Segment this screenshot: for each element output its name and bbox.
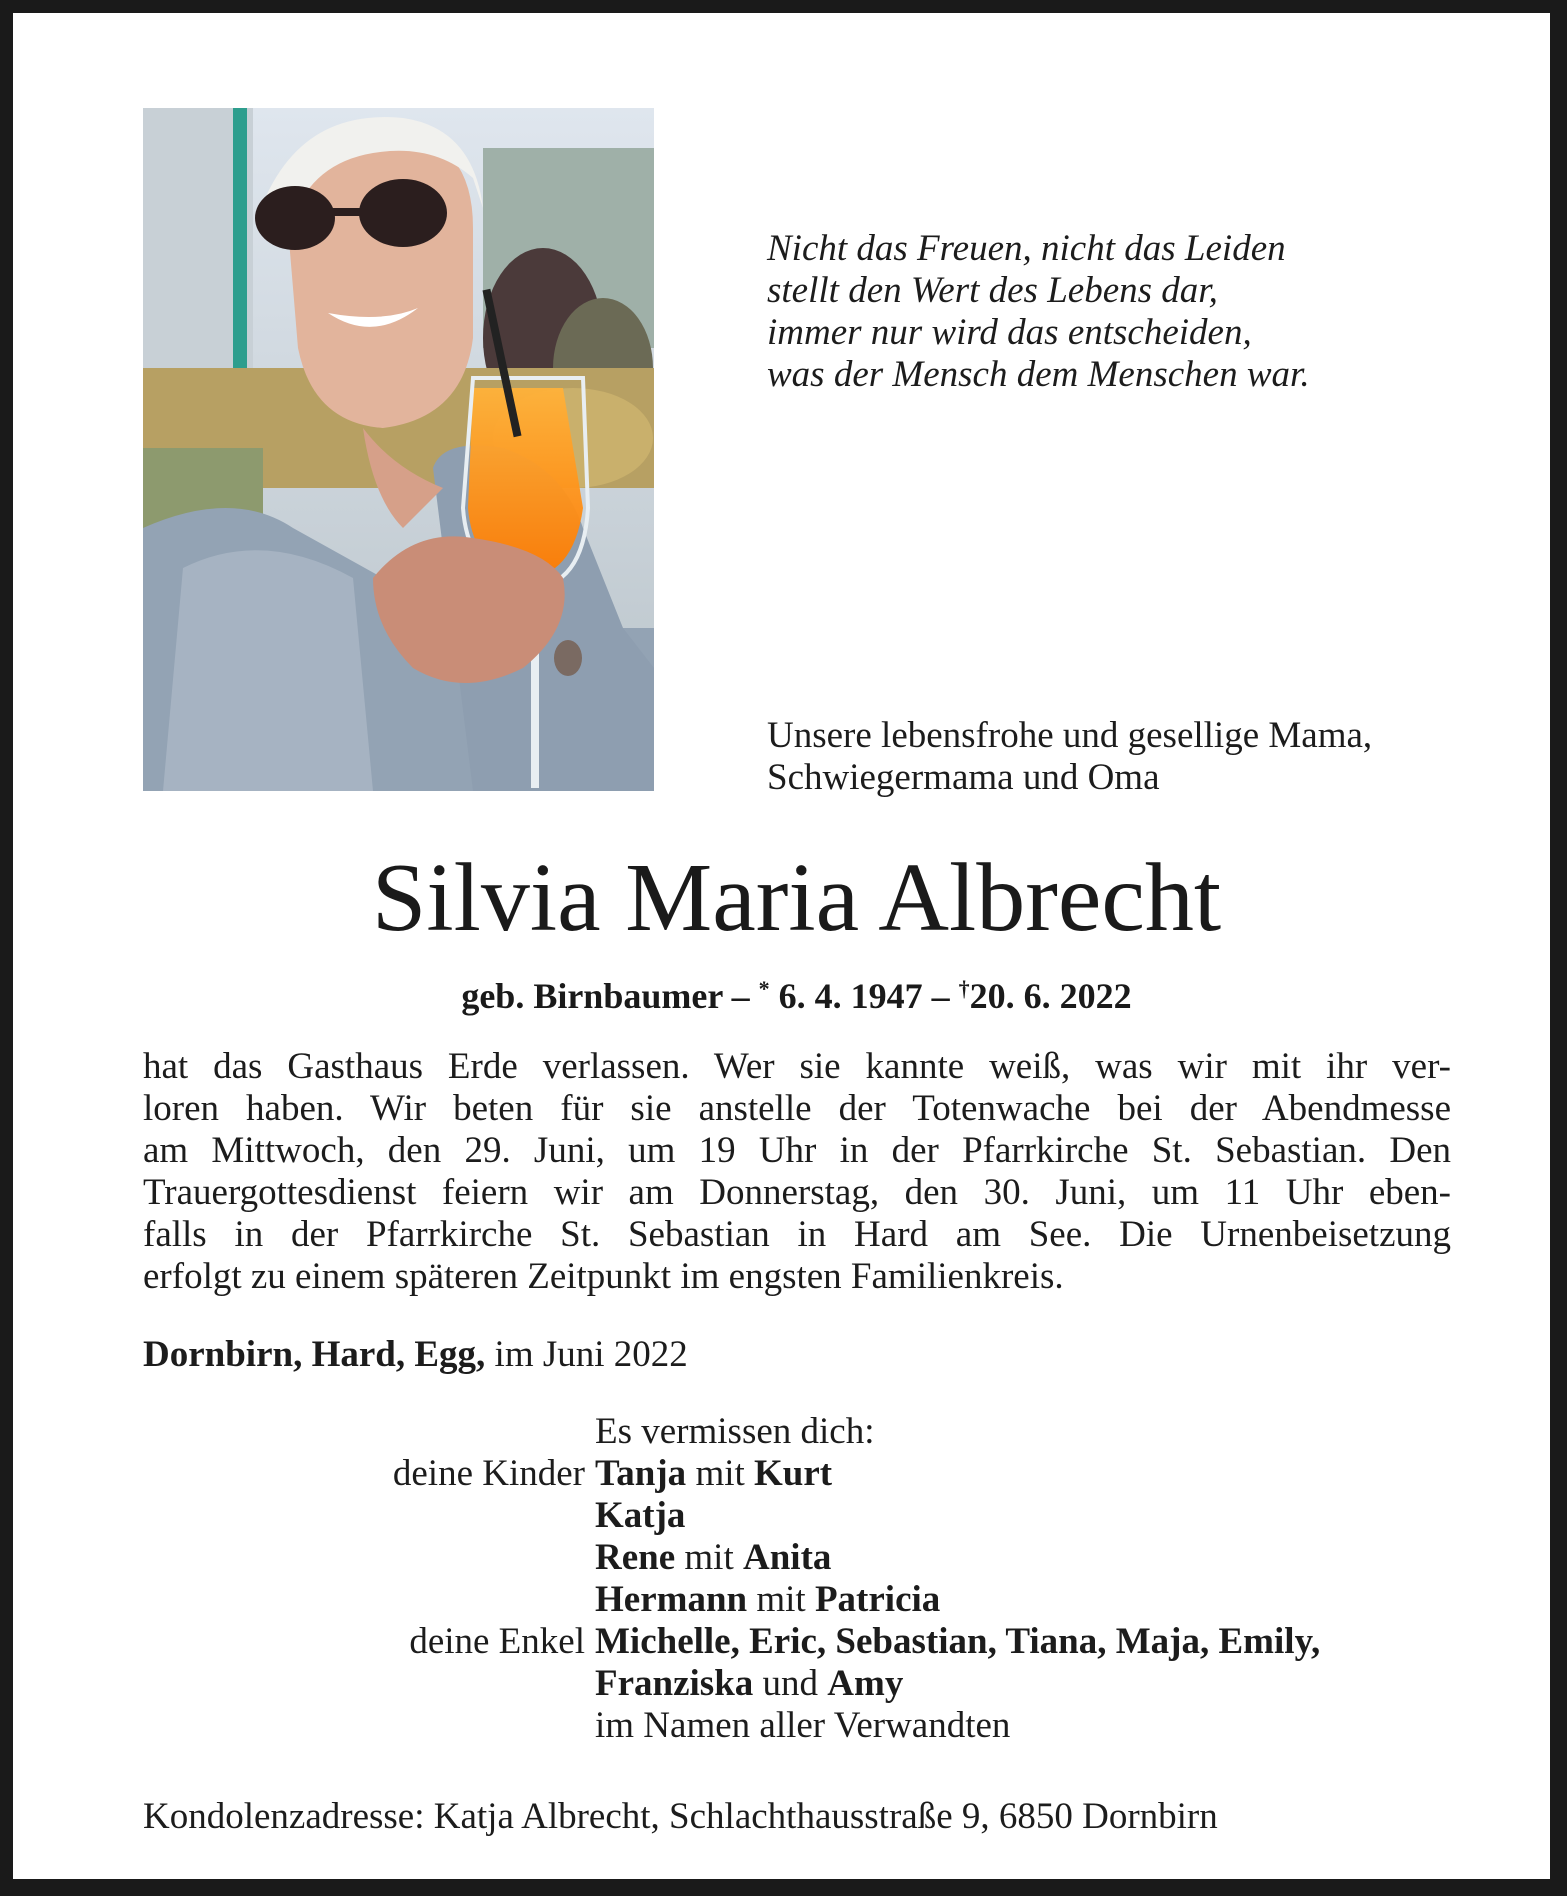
places: Dornbirn, Hard, Egg, bbox=[143, 1334, 486, 1375]
joiner: mit bbox=[756, 1579, 806, 1620]
poem-verse bbox=[767, 228, 1467, 396]
life-dates bbox=[13, 967, 1567, 1018]
poem-line: immer nur wird das entscheiden, bbox=[767, 312, 1252, 353]
announcement-body bbox=[143, 1046, 1451, 1298]
list-item bbox=[13, 1411, 1567, 1453]
miss-heading: Es vermissen dich: bbox=[595, 1411, 875, 1452]
list-item bbox=[13, 1453, 1567, 1495]
body-line: falls in der Pfarrkirche St. Sebastian in Hard am See. Die Urnenbeisetzung bbox=[143, 1214, 1451, 1255]
poem-line: stellt den Wert des Lebens dar, bbox=[767, 270, 1218, 311]
dash: – bbox=[731, 976, 750, 1016]
place-and-date bbox=[143, 1333, 688, 1377]
partner-name: Patricia bbox=[814, 1579, 941, 1620]
intro-line: Schwiegermama und Oma bbox=[767, 757, 1160, 798]
birth-symbol: * bbox=[758, 976, 770, 1001]
body-line: loren haben. Wir beten für sie anstelle der Totenwache bei der Abendmesse bbox=[143, 1088, 1451, 1129]
dash: – bbox=[931, 976, 950, 1016]
joiner: mit bbox=[684, 1537, 734, 1578]
birth-date: 6. 4. 1947 bbox=[778, 976, 923, 1016]
deceased-name: Silvia Maria Albrecht bbox=[371, 844, 1222, 952]
partner-name: Anita bbox=[743, 1537, 832, 1578]
body-line: am Mittwoch, den 29. Juni, um 19 Uhr in der Pfarrkirche St. Sebastian. Den bbox=[143, 1130, 1451, 1171]
birth-name: geb. Birnbaumer bbox=[461, 976, 723, 1016]
grandchild-name: Franziska bbox=[595, 1663, 754, 1704]
list-item bbox=[13, 1663, 1567, 1705]
poem-line: was der Mensch dem Menschen war. bbox=[767, 354, 1310, 395]
list-item bbox=[13, 1495, 1567, 1537]
body-line: Trauergottesdienst feiern wir am Donnerstag, den 30. Juni, um 11 Uhr eben- bbox=[143, 1172, 1451, 1213]
relatives-line: im Namen aller Verwandten bbox=[595, 1705, 1011, 1746]
list-item bbox=[13, 1537, 1567, 1579]
intro-line: Unsere lebensfrohe und gesellige Mama, bbox=[767, 715, 1373, 756]
child-name: Tanja bbox=[595, 1453, 687, 1494]
body-line: erfolgt zu einem späteren Zeitpunkt im engsten Familienkreis. bbox=[143, 1256, 1064, 1297]
child-name: Hermann bbox=[595, 1579, 748, 1620]
partner-name: Kurt bbox=[754, 1453, 833, 1494]
body-line: hat das Gasthaus Erde verlassen. Wer sie kannte weiß, was wir mit ihr ver- bbox=[143, 1046, 1451, 1087]
child-name: Katja bbox=[595, 1495, 686, 1536]
children-label: deine Kinder bbox=[392, 1453, 585, 1494]
death-date: 20. 6. 2022 bbox=[969, 976, 1132, 1016]
grandchildren-label: deine Enkel bbox=[409, 1621, 585, 1662]
joiner: mit bbox=[695, 1453, 745, 1494]
death-symbol: † bbox=[958, 976, 970, 1001]
list-item bbox=[13, 1705, 1567, 1747]
grandchild-name: Amy bbox=[827, 1663, 904, 1704]
mourners-list bbox=[13, 1411, 1567, 1747]
grandchildren-names: Michelle, Eric, Sebastian, Tiana, Maja, Emily, bbox=[595, 1621, 1321, 1662]
list-item bbox=[13, 1621, 1567, 1663]
poem-line: Nicht das Freuen, nicht das Leiden bbox=[767, 228, 1286, 269]
intro-text bbox=[767, 715, 1467, 799]
joiner: und bbox=[762, 1663, 819, 1704]
date-line: im Juni 2022 bbox=[494, 1334, 688, 1375]
child-name: Rene bbox=[595, 1537, 676, 1578]
condolence-address: Kondolenzadresse: Katja Albrecht, Schlachthausstraße 9, 6850 Dornbirn bbox=[143, 1796, 1218, 1837]
list-item bbox=[13, 1579, 1567, 1621]
portrait-photo bbox=[143, 108, 654, 791]
